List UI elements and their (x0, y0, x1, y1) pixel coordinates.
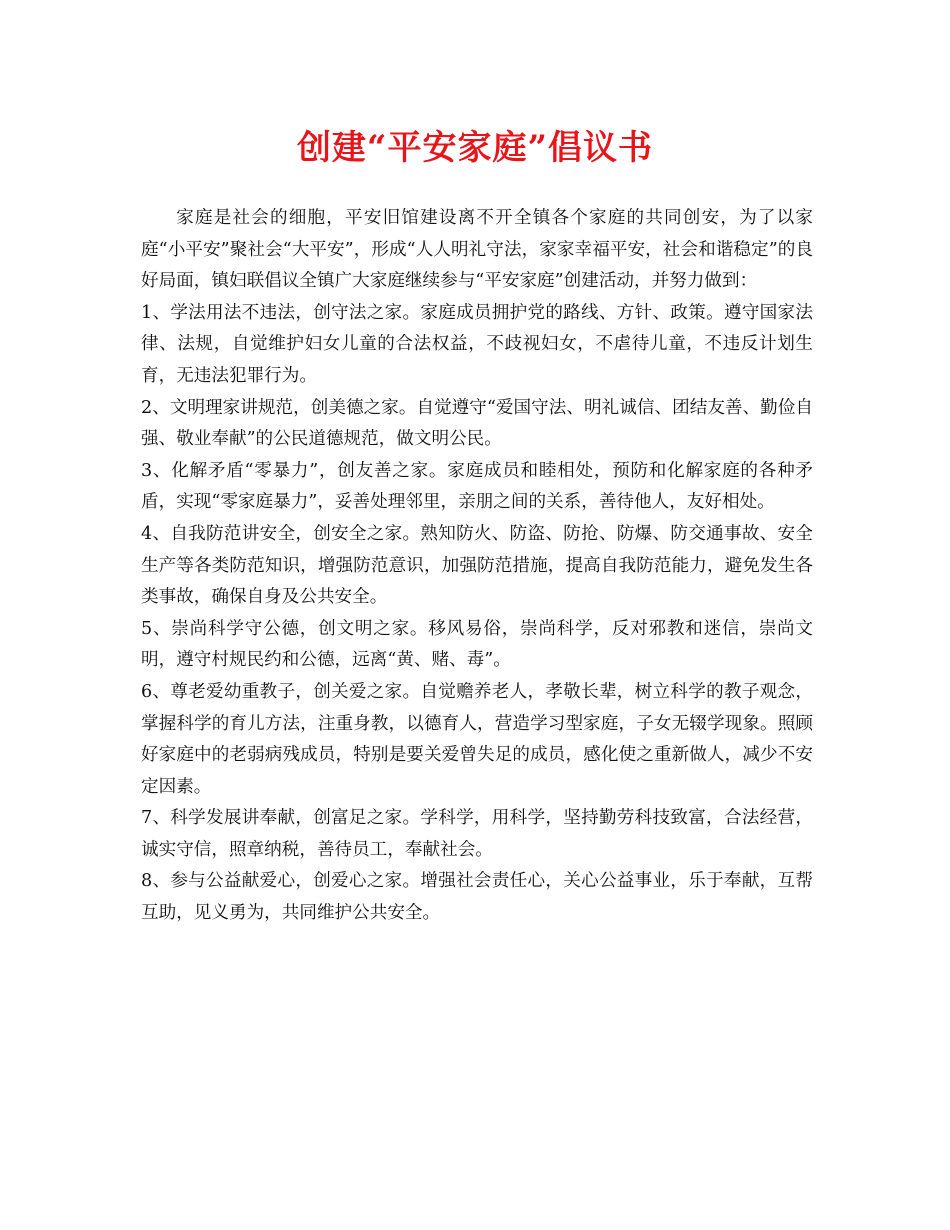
document-title: 创建“平安家庭”倡议书 (296, 128, 654, 168)
intro-paragraph: 家庭是社会的细胞，平安旧馆建设离不开全镇各个家庭的共同创安，为了以家庭“小平安”聚社会“大平安”，形成“人人明礼守法，家家幸福平安，社会和谐稳定”的良好局面，镇妇联倡议全镇广大家庭继续参与“平安家庭”创建活动，并努力做到： (141, 208, 813, 292)
item-paragraph-8: 8、参与公益献爱心，创爱心之家。增强社会责任心，关心公益事业，乐于奉献，互帮互助，见义勇为，共同维护公共安全。 (141, 871, 813, 924)
item-paragraph-2: 2、文明理家讲规范，创美德之家。自觉遵守“爱国守法、明礼诚信、团结友善、勤俭自强、敬业奉献”的公民道德规范，做文明公民。 (141, 397, 813, 450)
item-paragraph-3: 3、化解矛盾“零暴力”，创友善之家。家庭成员和睦相处，预防和化解家庭的各种矛盾，实现“零家庭暴力”，妥善处理邻里，亲朋之间的关系，善待他人，友好相处。 (141, 460, 813, 513)
item-paragraph-7: 7、科学发展讲奉献，创富足之家。学科学，用科学，坚持勤劳科技致富，合法经营，诚实守信，照章纳税，善待员工，奉献社会。 (141, 808, 813, 860)
document-body (141, 203, 813, 930)
item-paragraph-6: 6、尊老爱幼重教子，创关爱之家。自觉赡养老人，孝敬长辈，树立科学的教子观念，掌握科学的育儿方法，注重身教，以德育人，营造学习型家庭，子女无辍学现象。照顾好家庭中的老弱病残成员，特别是要关爱曾失足的成员，感化使之重新做人，减少不安定因素。 (141, 681, 813, 797)
item-paragraph-4: 4、自我防范讲安全，创安全之家。熟知防火、防盗、防抢、防爆、防交通事故、安全生产等各类防范知识，增强防范意识，加强防范措施，提高自我防范能力，避免发生各类事故，确保自身及公共安全。 (141, 523, 813, 608)
item-paragraph-5: 5、崇尚科学守公德，创文明之家。移风易俗，崇尚科学，反对邪教和迷信，崇尚文明，遵守村规民约和公德，远离“黄、赌、毒”。 (141, 618, 813, 671)
item-paragraph-1: 1、学法用法不违法，创守法之家。家庭成员拥护党的路线、方针、政策。遵守国家法律、法规，自觉维护妇女儿童的合法权益，不歧视妇女，不虐待儿童，不违反计划生育，无违法犯罪行为。 (141, 302, 813, 386)
